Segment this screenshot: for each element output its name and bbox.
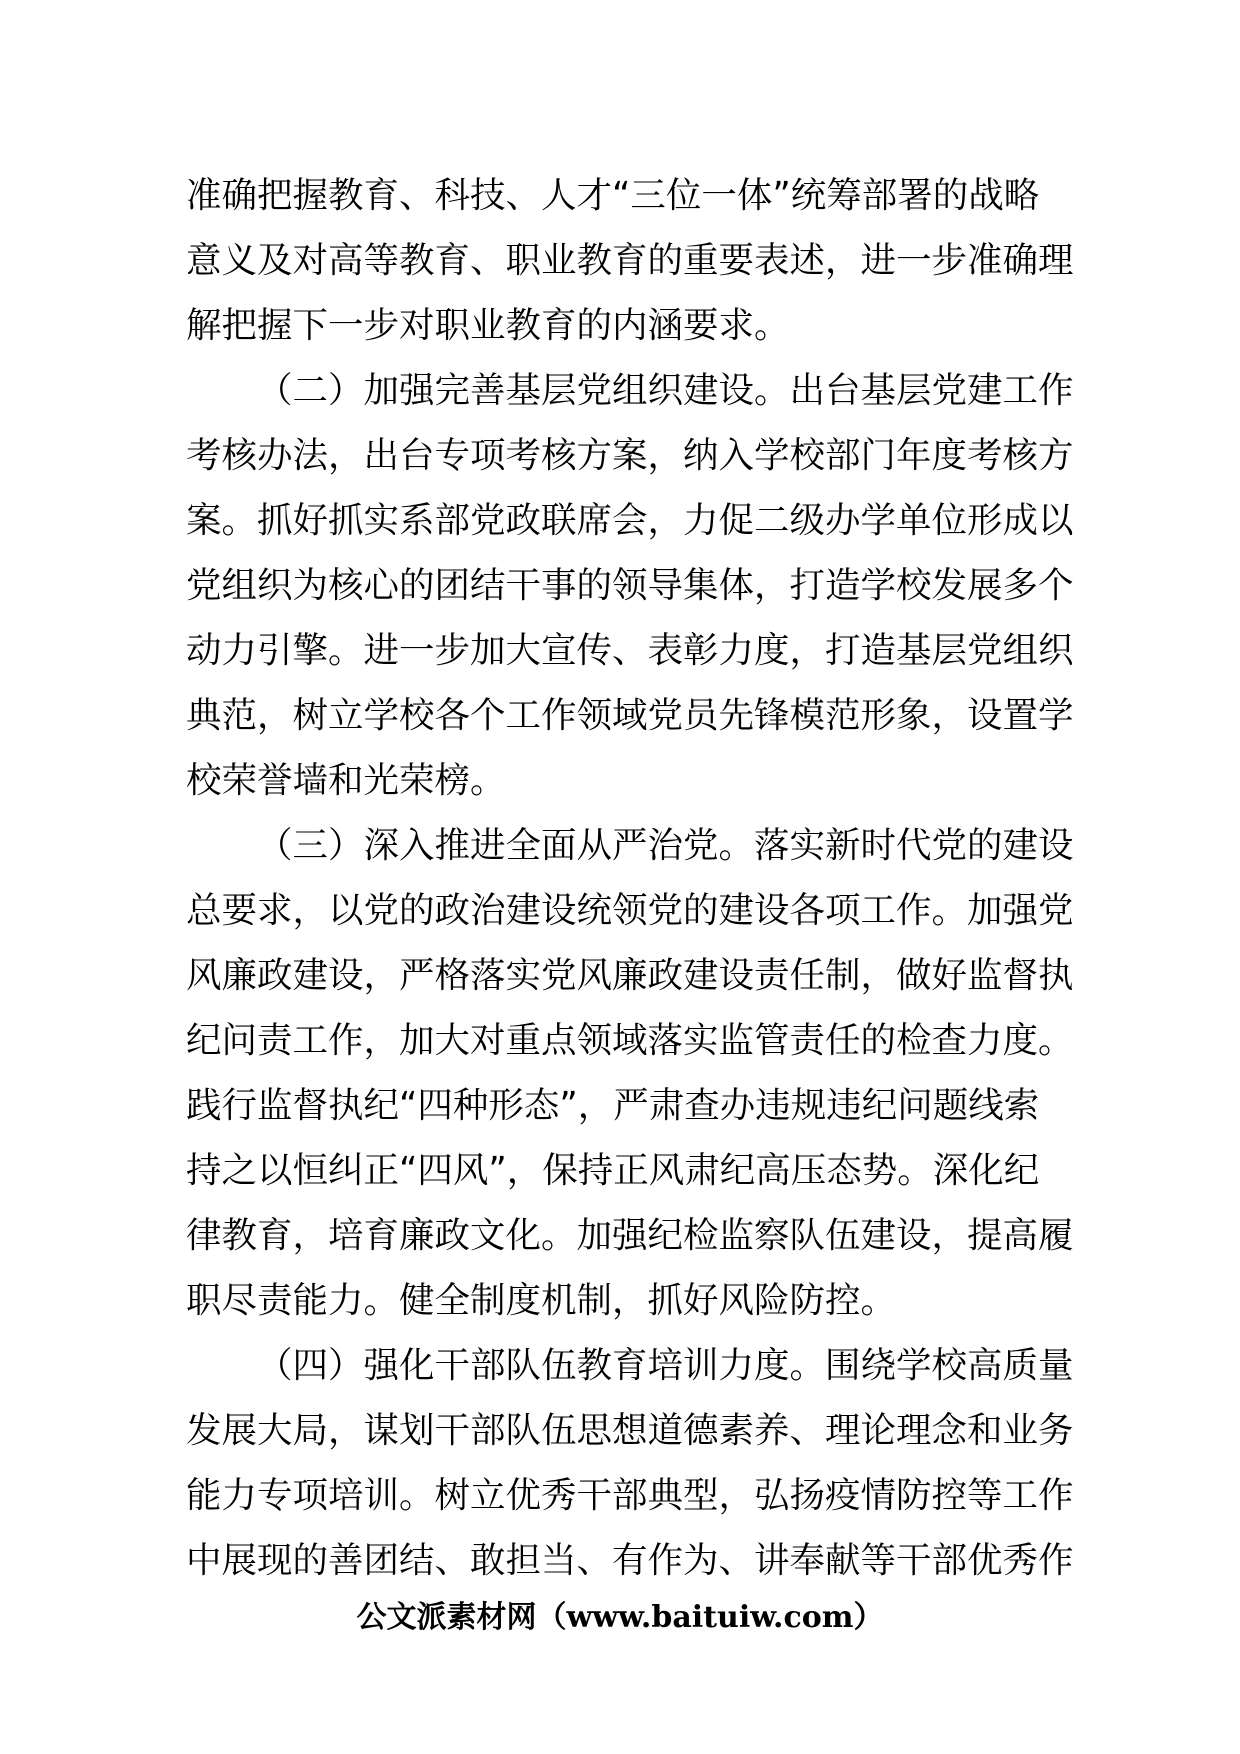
- text-line: 意义及对高等教育、职业教育的重要表述，进一步准确理: [186, 240, 1074, 281]
- text-line: （四）强化干部队伍教育培训力度。围绕学校高质量: [257, 1345, 1074, 1386]
- text-line: 中展现的善团结、敢担当、有作为、讲奉献等干部优秀作: [186, 1540, 1074, 1581]
- text-line: 总要求，以党的政治建设统领党的建设各项工作。加强党: [186, 890, 1074, 931]
- text-line: 持之以恒纠正“四风”，保持正风肃纪高压态势。深化纪: [186, 1150, 1040, 1191]
- text-line: 党组织为核心的团结干事的领导集体，打造学校发展多个: [186, 565, 1074, 606]
- text-line: 考核办法，出台专项考核方案，纳入学校部门年度考核方: [186, 435, 1074, 476]
- document-body: [186, 163, 1074, 1593]
- text-line: 践行监督执纪“四种形态”，严肃查办违规违纪问题线索: [186, 1085, 1040, 1126]
- text-line: 风廉政建设，严格落实党风廉政建设责任制，做好监督执: [186, 955, 1074, 996]
- text-line: 动力引擎。进一步加大宣传、表彰力度，打造基层党组织: [186, 630, 1074, 671]
- text-line: 准确把握教育、科技、人才“三位一体”统筹部署的战略: [186, 175, 1040, 216]
- text-line: 能力专项培训。树立优秀干部典型，弘扬疫情防控等工作: [186, 1475, 1074, 1516]
- text-line: 典范，树立学校各个工作领域党员先锋模范形象，设置学: [186, 695, 1074, 736]
- text-line: 发展大局，谋划干部队伍思想道德素养、理论理念和业务: [186, 1410, 1074, 1451]
- text-line: 校荣誉墙和光荣榜。: [186, 760, 506, 801]
- text-line: 解把握下一步对职业教育的内涵要求。: [186, 305, 790, 346]
- footer-watermark: 公文派素材网（www.baituiw.com）: [356, 1600, 884, 1635]
- text-line: 纪问责工作，加大对重点领域落实监管责任的检查力度。: [186, 1020, 1074, 1061]
- text-line: 职尽责能力。健全制度机制，抓好风险防控。: [186, 1280, 897, 1321]
- text-line: （二）加强完善基层党组织建设。出台基层党建工作: [257, 370, 1074, 411]
- text-line: （三）深入推进全面从严治党。落实新时代党的建设: [257, 825, 1074, 866]
- text-line: 案。抓好抓实系部党政联席会，力促二级办学单位形成以: [186, 500, 1074, 541]
- text-line: 律教育，培育廉政文化。加强纪检监察队伍建设，提高履: [186, 1215, 1074, 1256]
